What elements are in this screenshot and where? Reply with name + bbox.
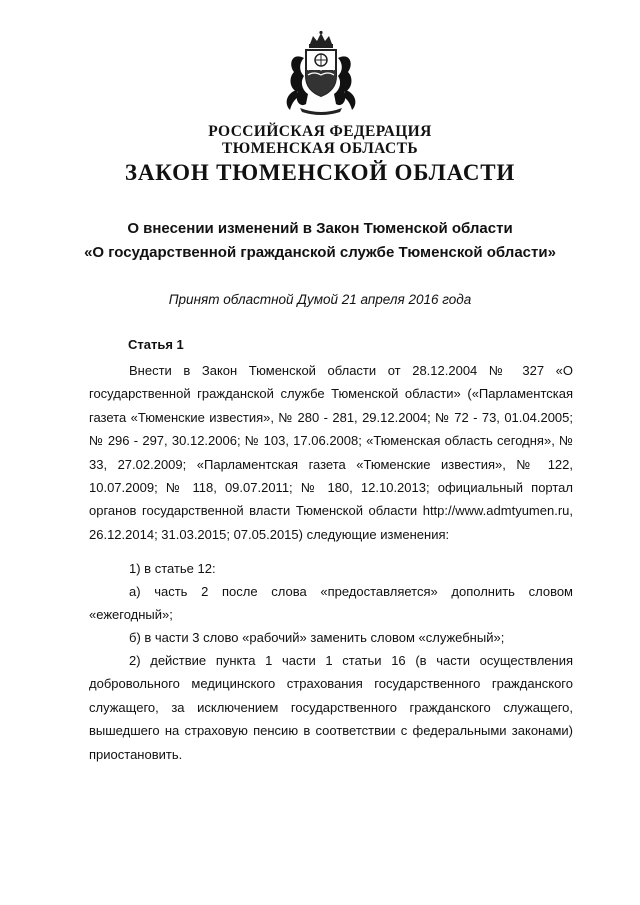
law-type-heading: ЗАКОН ТЮМЕНСКОЙ ОБЛАСТИ (124, 160, 516, 185)
document-title-line-1: О внесении изменений в Закон Тюменской области (127, 220, 513, 237)
country-heading: РОССИЙСКАЯ ФЕДЕРАЦИЯ (208, 123, 432, 140)
article-item-1: 1) в статье 12: (129, 561, 216, 576)
article-heading: Статья 1 (128, 337, 184, 352)
article-item-2: 2) действие пункта 1 части 1 статьи 16 (в части осуществления добровольного медицинского страхования государственного гражданского служащего, за исключением государственного гражданского служащего, вышедшего на страховую пенсию в соответствии с федеральными законами) приостановить. (89, 653, 573, 762)
coat-of-arms-icon (282, 30, 360, 118)
adoption-note: Принят областной Думой 21 апреля 2016 года (168, 292, 472, 307)
region-heading: ТЮМЕНСКАЯ ОБЛАСТЬ (222, 140, 418, 157)
document-title-line-2: «О государственной гражданской службе Тюменской области» (84, 244, 556, 261)
article-intro-paragraph: Внести в Закон Тюменской области от 28.12.2004 № 327 «О государственной гражданской службе Тюменской области» («Парламентская газета «Тюменские известия», № 280 - 281, 29.12.2004; № 72 - 73, 01.04.2005; № 296 - 297, 30.12.2006; № 103, 17.06.2008; «Тюменская область сегодня», № 33, 27.02.2009; «Парламентская газета «Тюменские известия», № 122, 10.07.2009; № 118, 09.07.2011; № 180, 12.10.2013; официальный портал органов государственной власти Тюменской области http://www.admtyumen.ru, 26.12.2014; 31.03.2015; 07.05.2015) следующие изменения: (89, 363, 573, 542)
article-item-1a: а) часть 2 после слова «предоставляется» дополнить словом «ежегодный»; (89, 584, 573, 623)
article-item-1b: б) в части 3 слово «рабочий» заменить словом «служебный»; (129, 630, 505, 645)
